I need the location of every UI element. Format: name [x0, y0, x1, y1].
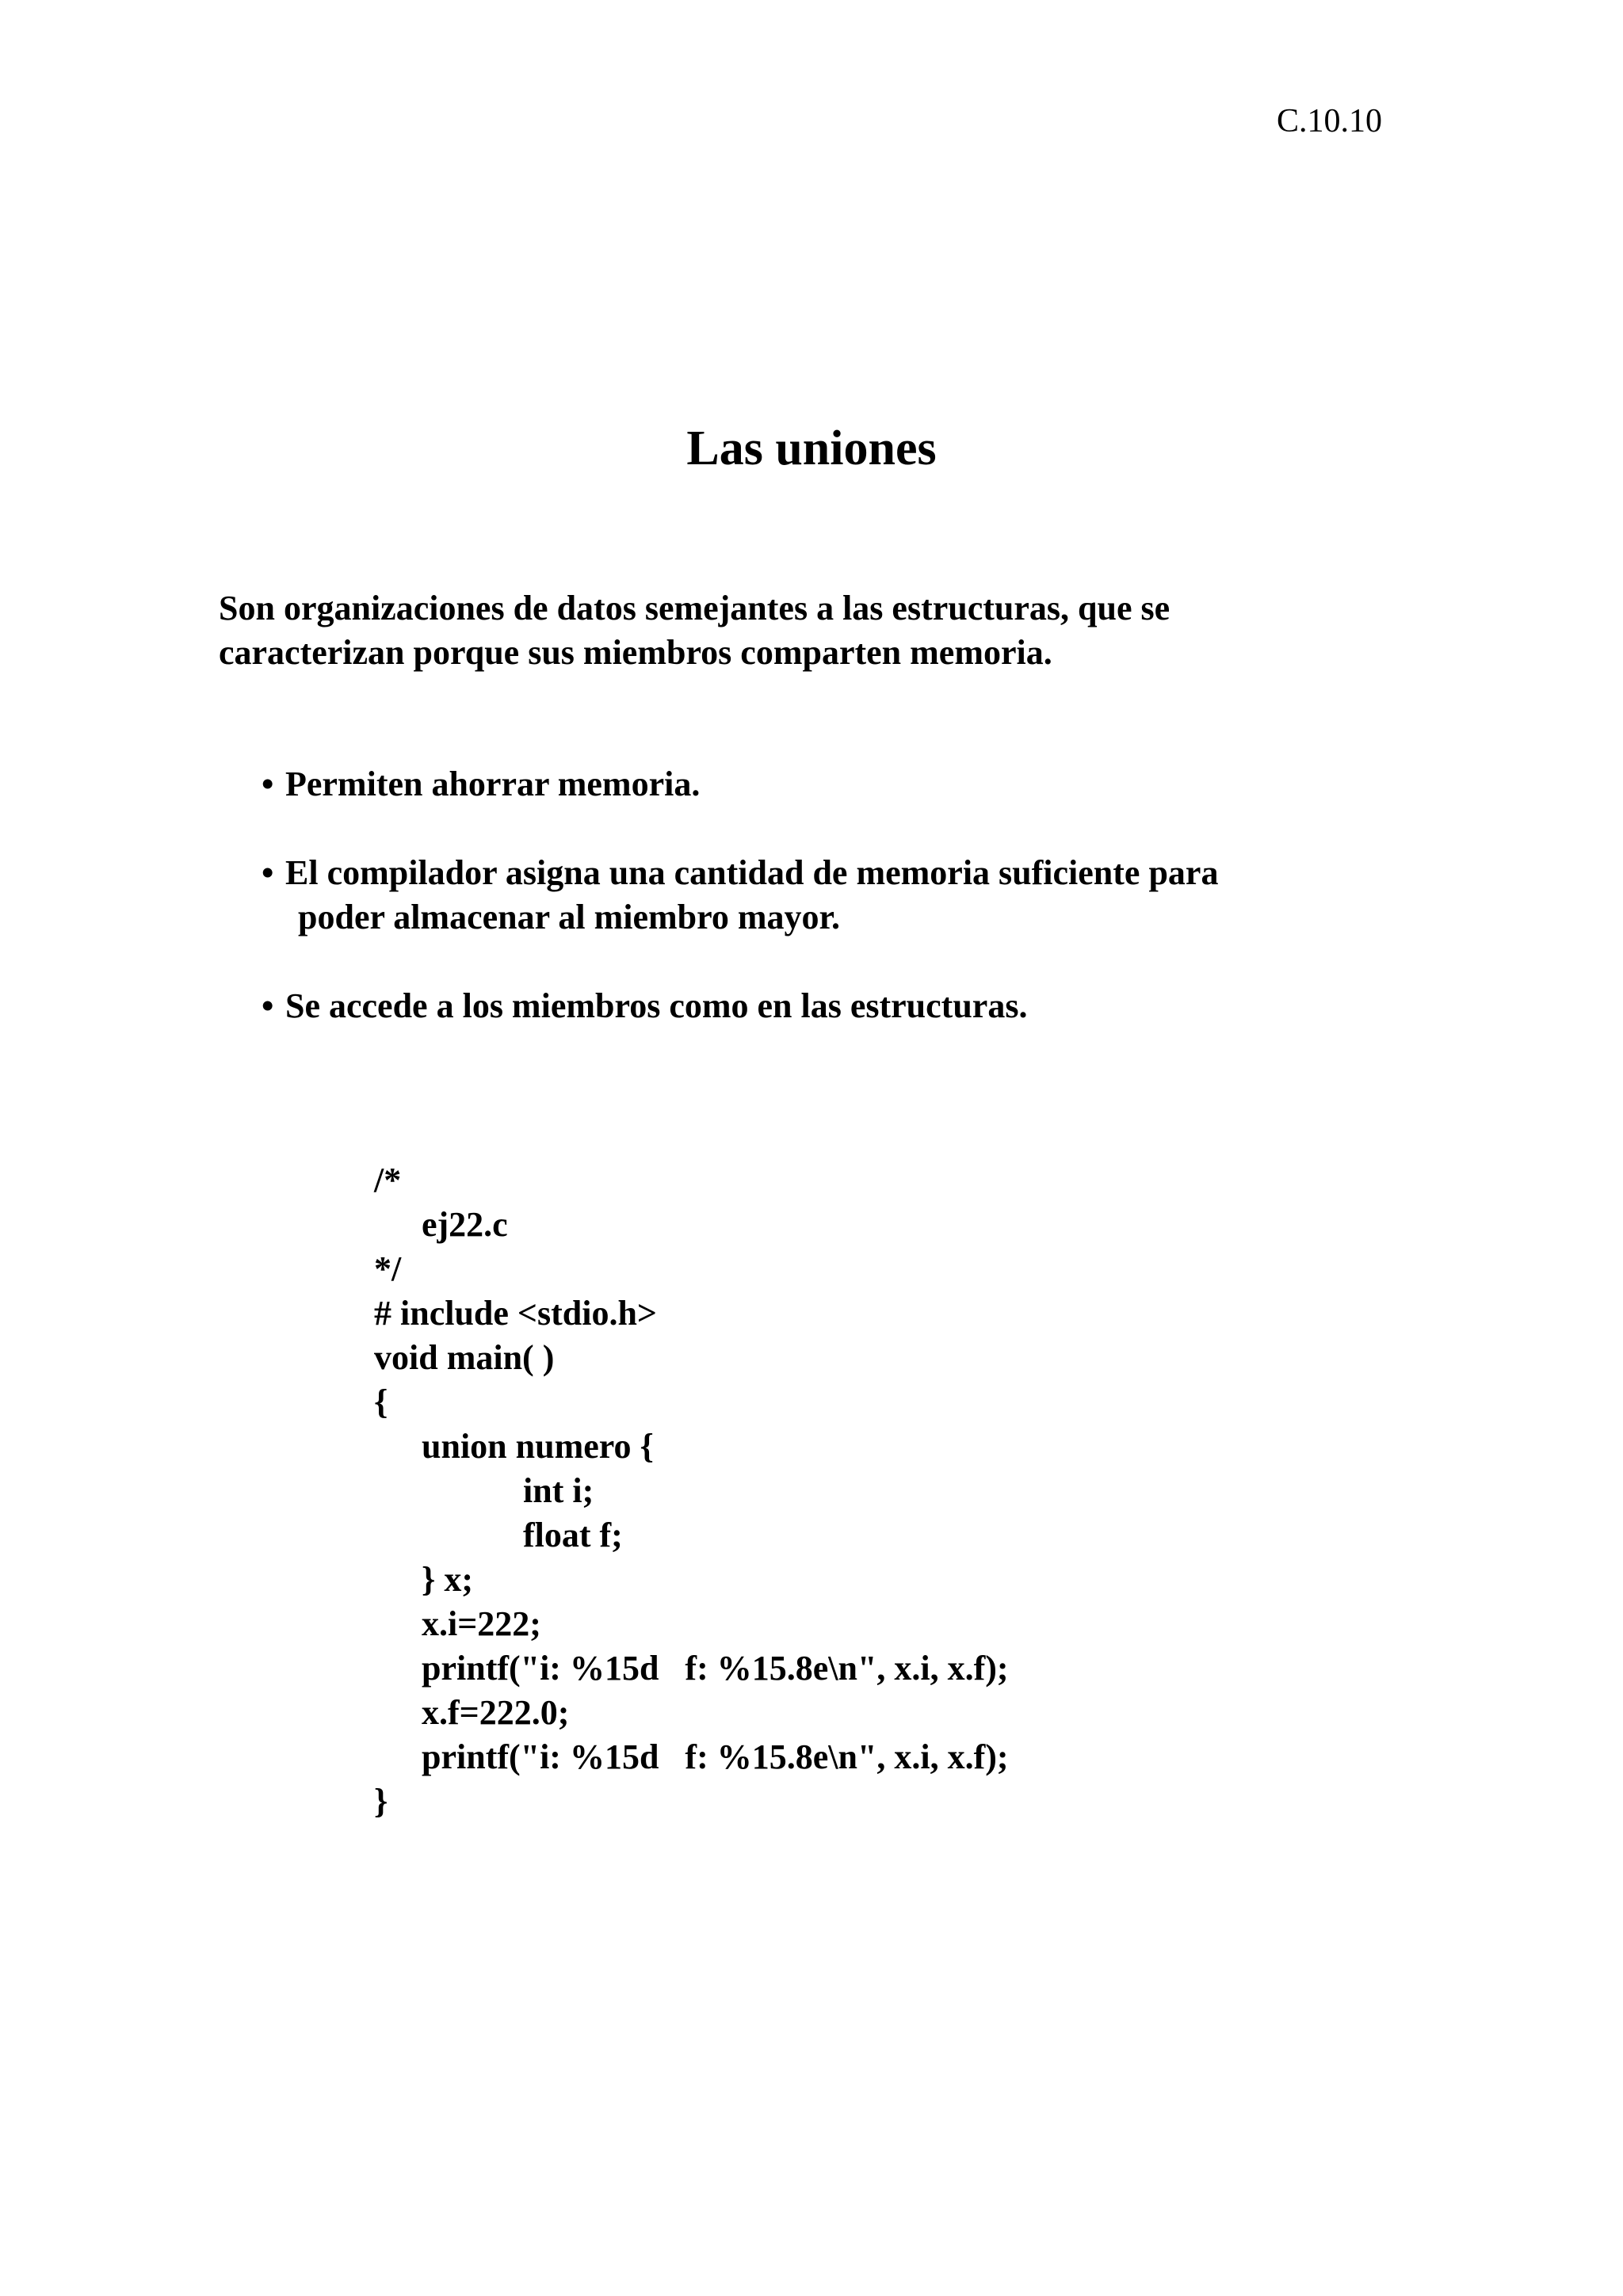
bullet-item [262, 984, 1411, 1028]
code-line: void main( ) [374, 1338, 555, 1377]
code-line: printf("i: %15d f: %15.8e\n", x.i, x.f); [422, 1649, 1009, 1688]
bullet-item [262, 851, 1411, 940]
code-line: x.f=222.0; [422, 1693, 570, 1732]
bullet-icon: • [262, 765, 274, 803]
code-line: } [374, 1782, 388, 1821]
page-number: C.10.10 [1276, 103, 1382, 139]
bullet-text-continuation: poder almacenar al miembro mayor. [298, 898, 840, 936]
code-line: */ [374, 1249, 402, 1288]
bullet-text: Se accede a los miembros como en las estructuras. [285, 986, 1028, 1025]
code-listing [374, 1158, 1009, 1824]
code-line: int i; [523, 1471, 594, 1510]
bullet-text: El compilador asigna una cantidad de memoria suficiente para [285, 853, 1219, 892]
code-line: /* [374, 1161, 402, 1199]
code-line: # include <stdio.h> [374, 1294, 658, 1333]
bullet-icon: • [262, 986, 274, 1025]
bullet-list [262, 762, 1411, 1073]
code-line: printf("i: %15d f: %15.8e\n", x.i, x.f); [422, 1737, 1009, 1776]
code-line: x.i=222; [422, 1604, 541, 1643]
intro-line: caracterizan porque sus miembros comparten memoria. [219, 633, 1052, 672]
intro-line: Son organizaciones de datos semejantes a las estructuras, que se [219, 589, 1170, 627]
page-title: Las uniones [686, 421, 937, 475]
bullet-icon: • [262, 853, 274, 892]
code-line: union numero { [422, 1427, 654, 1466]
code-line: { [374, 1383, 388, 1421]
intro-paragraph [219, 586, 1407, 675]
bullet-item [262, 762, 1411, 807]
code-line: float f; [523, 1516, 623, 1554]
code-line: ej22.c [422, 1205, 508, 1244]
bullet-text: Permiten ahorrar memoria. [285, 765, 701, 803]
code-line: } x; [422, 1560, 473, 1599]
